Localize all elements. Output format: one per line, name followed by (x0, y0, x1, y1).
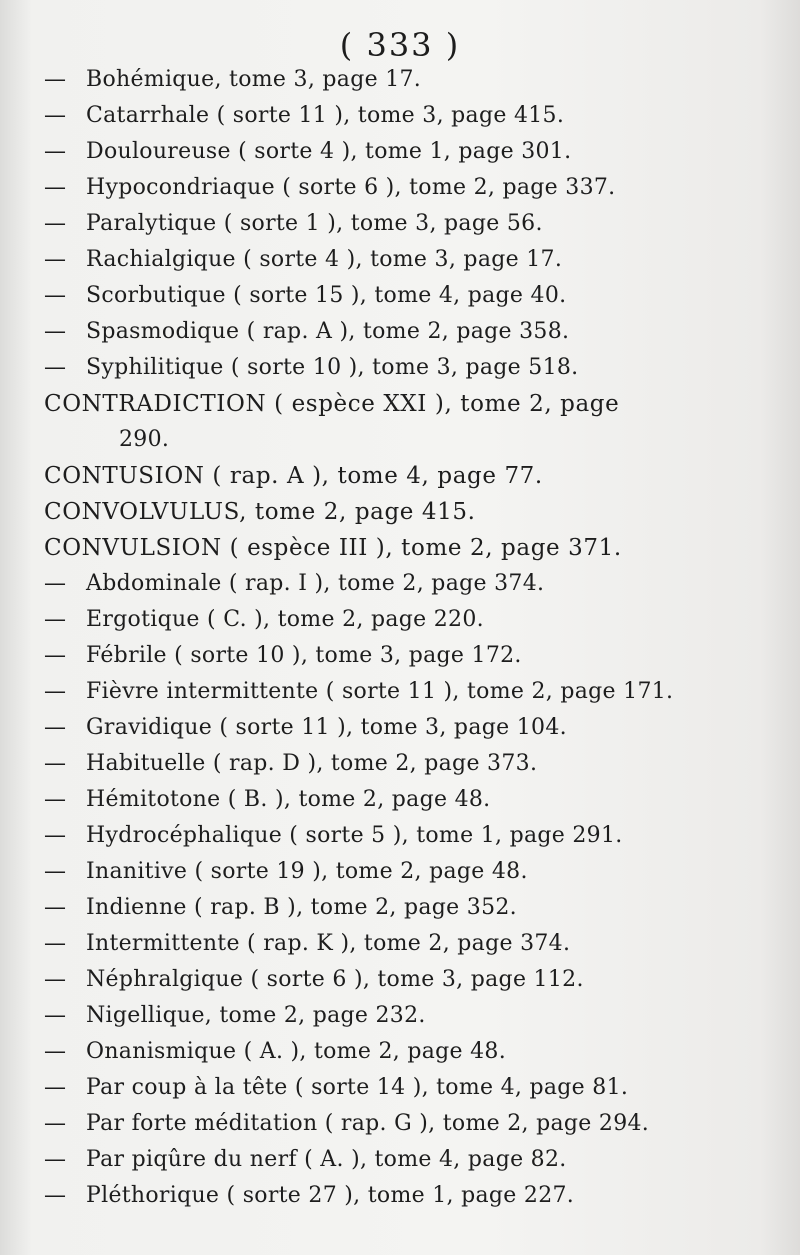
entry-text: Pléthorique ( sorte 27 ), tome 1, page 227. (86, 1183, 575, 1208)
entry-text: Rachialgique ( sorte 4 ), tome 3, page 17. (86, 247, 563, 272)
entry-text: Nigellique, tome 2, page 232. (86, 1003, 426, 1028)
index-subentry (44, 782, 780, 818)
entry-dash: — (44, 751, 67, 776)
entry-text: Par coup à la tête ( sorte 14 ), tome 4, page 81. (86, 1075, 629, 1100)
index-subentry (44, 1070, 780, 1106)
index-subentry (44, 314, 780, 350)
entry-dash: — (44, 247, 67, 272)
entry-dash: — (44, 715, 67, 740)
index-subentry (44, 62, 780, 98)
index-subentry (44, 926, 780, 962)
index-subentry (44, 134, 780, 170)
entry-text: Inanitive ( sorte 19 ), tome 2, page 48. (86, 859, 528, 884)
entry-dash: — (44, 139, 67, 164)
entry-dash: — (44, 571, 67, 596)
entry-text: CONVULSION ( espèce III ), tome 2, page 371. (44, 535, 622, 561)
entry-dash: — (44, 1183, 67, 1208)
index-subentry (44, 674, 780, 710)
index-continuation (44, 422, 780, 458)
entry-dash: — (44, 283, 67, 308)
index-subentry (44, 350, 780, 386)
index-subentry (44, 962, 780, 998)
index-subentry (44, 710, 780, 746)
index-heading (44, 458, 780, 494)
index-subentry (44, 206, 780, 242)
entry-text: Onanismique ( A. ), tome 2, page 48. (86, 1039, 507, 1064)
index-subentry (44, 1142, 780, 1178)
entry-dash: — (44, 1039, 67, 1064)
entry-text: Bohémique, tome 3, page 17. (86, 67, 422, 92)
entry-dash: — (44, 931, 67, 956)
entry-dash: — (44, 67, 67, 92)
entry-text: Gravidique ( sorte 11 ), tome 3, page 104. (86, 715, 567, 740)
entry-text: Paralytique ( sorte 1 ), tome 3, page 56. (86, 211, 543, 236)
entry-text: Hydrocéphalique ( sorte 5 ), tome 1, page 291. (86, 823, 623, 848)
page-number: ( 333 ) (339, 26, 461, 64)
entry-dash: — (44, 643, 67, 668)
entry-text: CONVOLVULUS, tome 2, page 415. (44, 499, 476, 525)
entry-dash: — (44, 679, 67, 704)
index-subentry (44, 746, 780, 782)
index-subentry (44, 1034, 780, 1070)
index-subentry (44, 1106, 780, 1142)
index-subentry (44, 818, 780, 854)
entry-dash: — (44, 859, 67, 884)
entry-dash: — (44, 211, 67, 236)
entry-dash: — (44, 319, 67, 344)
entry-dash: — (44, 1003, 67, 1028)
entry-text: Catarrhale ( sorte 11 ), tome 3, page 415. (86, 103, 565, 128)
entry-dash: — (44, 355, 67, 380)
entry-text: CONTRADICTION ( espèce XXI ), tome 2, page (44, 391, 620, 417)
entry-text: Néphralgique ( sorte 6 ), tome 3, page 112. (86, 967, 584, 992)
entry-dash: — (44, 895, 67, 920)
entry-text: Syphilitique ( sorte 10 ), tome 3, page 518. (86, 355, 579, 380)
index-subentry (44, 98, 780, 134)
entry-dash: — (44, 103, 67, 128)
index-subentry (44, 566, 780, 602)
index-heading (44, 494, 780, 530)
index-subentry (44, 242, 780, 278)
entry-dash: — (44, 607, 67, 632)
entry-dash: — (44, 175, 67, 200)
entry-dash: — (44, 1075, 67, 1100)
entry-text: Abdominale ( rap. I ), tome 2, page 374. (86, 571, 545, 596)
entry-dash: — (44, 1111, 67, 1136)
entry-text: CONTUSION ( rap. A ), tome 4, page 77. (44, 463, 543, 489)
entry-text: Douloureuse ( sorte 4 ), tome 1, page 301. (86, 139, 572, 164)
entry-dash: — (44, 823, 67, 848)
entry-dash: — (44, 787, 67, 812)
index-subentry (44, 998, 780, 1034)
index-subentry (44, 602, 780, 638)
entry-text: Ergotique ( C. ), tome 2, page 220. (86, 607, 484, 632)
index-subentry (44, 1178, 780, 1214)
entry-text: Intermittente ( rap. K ), tome 2, page 374. (86, 931, 571, 956)
entry-dash: — (44, 967, 67, 992)
entry-text: Habituelle ( rap. D ), tome 2, page 373. (86, 751, 538, 776)
entry-text: Hypocondriaque ( sorte 6 ), tome 2, page 337. (86, 175, 616, 200)
entry-text: 290. (119, 427, 170, 452)
index-subentry (44, 890, 780, 926)
entry-text: Spasmodique ( rap. A ), tome 2, page 358. (86, 319, 570, 344)
index-heading (44, 386, 780, 422)
entry-text: Fièvre intermittente ( sorte 11 ), tome 2, page 171. (86, 679, 674, 704)
entry-text: Hémitotone ( B. ), tome 2, page 48. (86, 787, 491, 812)
entry-dash: — (44, 1147, 67, 1172)
index-entries (44, 62, 780, 1214)
entry-text: Fébrile ( sorte 10 ), tome 3, page 172. (86, 643, 522, 668)
index-heading (44, 530, 780, 566)
entry-text: Scorbutique ( sorte 15 ), tome 4, page 40. (86, 283, 567, 308)
entry-text: Par forte méditation ( rap. G ), tome 2, page 294. (86, 1111, 650, 1136)
entry-text: Indienne ( rap. B ), tome 2, page 352. (86, 895, 517, 920)
index-subentry (44, 278, 780, 314)
index-subentry (44, 854, 780, 890)
index-subentry (44, 170, 780, 206)
entry-text: Par piqûre du nerf ( A. ), tome 4, page 82. (86, 1147, 567, 1172)
index-subentry (44, 638, 780, 674)
